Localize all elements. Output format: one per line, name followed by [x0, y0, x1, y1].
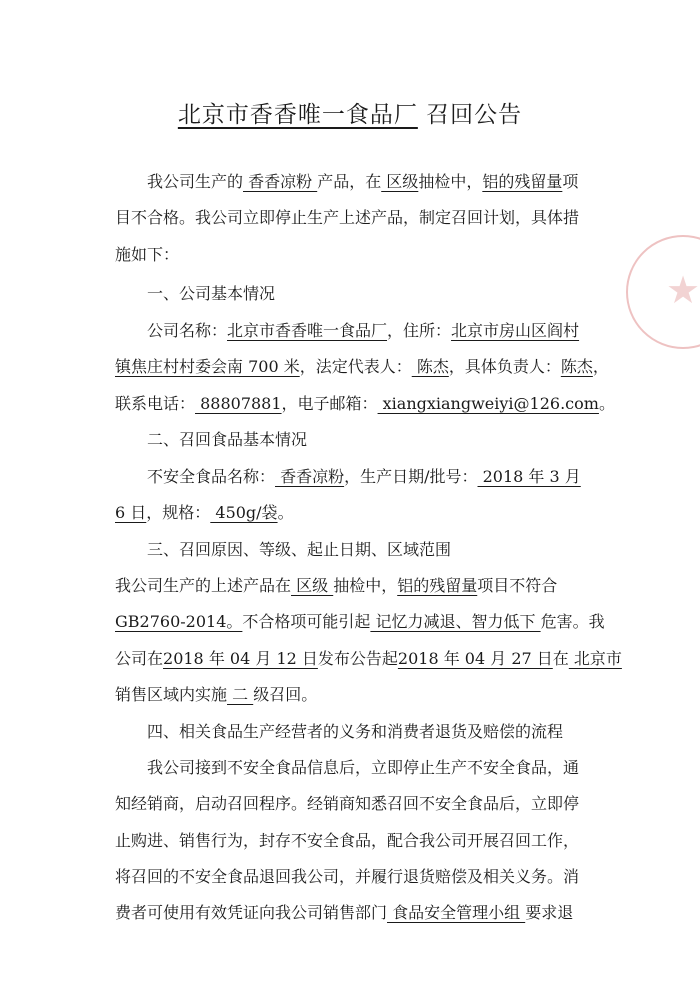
intro-text: 抽检中， — [418, 172, 483, 191]
text: 级召回。 — [253, 685, 318, 704]
text: 销售区域内实施 — [115, 685, 228, 704]
harm: 记忆力减退、智力低下 — [370, 612, 541, 631]
production-date: 2018 年 3 月 — [477, 467, 581, 486]
duty-line-2: 知经销商，启动召回程序。经销商知悉召回不安全食品后，立即停 — [115, 794, 580, 813]
title-suffix: 召回公告 — [417, 102, 523, 128]
text: 不合格项可能引起 — [242, 612, 371, 631]
duty-line-3: 止购进、销售行为，封存不安全食品，配合我公司开展召回工作， — [115, 831, 580, 850]
department: 食品安全管理小组 — [387, 903, 526, 922]
label: ，具体负责人： — [448, 357, 561, 376]
intro-line-3: 施如下： — [115, 245, 180, 264]
section-1-heading: 一、公司基本情况 — [147, 284, 276, 303]
end-date: 2018 年 04 月 27 日 — [397, 649, 553, 668]
text: 在 — [552, 649, 569, 668]
intro-text: 我公司生产的 — [147, 172, 244, 191]
company-line — [147, 320, 647, 342]
reason-line-2 — [115, 611, 615, 633]
title-company: 北京市香香唯一食品厂 — [177, 102, 418, 128]
label: 公司名称： — [147, 321, 228, 340]
address: 北京市房山区阎村 — [451, 321, 580, 340]
reason-line-1 — [115, 575, 615, 597]
inspection-level: 区级 — [381, 172, 419, 191]
product-name: 香香凉粉 — [243, 172, 318, 191]
text: 要求退 — [525, 903, 574, 922]
text: 公司在 — [115, 649, 164, 668]
label: ，规格： — [146, 503, 211, 522]
recall-grade: 二 — [227, 685, 254, 704]
failed-item: 铝的残留量 — [397, 576, 478, 595]
label: 。 — [277, 503, 294, 522]
inspection-level: 区级 — [291, 576, 334, 595]
label: 联系电话： — [115, 394, 196, 413]
specification: 450g/袋 — [210, 503, 278, 522]
text: 费者可使用有效凭证向我公司销售部门 — [115, 903, 388, 922]
start-date: 2018 年 04 月 12 日 — [163, 649, 318, 668]
address-line — [115, 356, 615, 378]
label: ，生产日期/批号： — [344, 467, 478, 486]
intro-line-2: 目不合格。我公司立即停止生产上述产品，制定召回计划，具体措 — [115, 208, 580, 227]
text: 项目不符合 — [477, 576, 558, 595]
label: ，法定代表人： — [299, 357, 412, 376]
food-name-line — [147, 466, 647, 488]
intro-text: 项 — [562, 172, 579, 191]
text: 抽检中， — [333, 576, 398, 595]
duty-line-4: 将召回的不安全食品退回我公司，并履行退货赔偿及相关义务。消 — [115, 867, 580, 886]
label: ，电子邮箱： — [281, 394, 378, 413]
intro-text: 产品，在 — [317, 172, 382, 191]
section-3-heading: 三、召回原因、等级、起止日期、区域范围 — [147, 540, 452, 559]
label: ，住所： — [387, 321, 452, 340]
address: 镇焦庄村村委会南 700 米 — [115, 357, 300, 376]
phone-number: 88807881 — [195, 394, 282, 413]
email-address: xiangxiangweiyi@126.com — [377, 394, 599, 413]
region: 北京市 — [568, 649, 622, 668]
duty-line-1: 我公司接到不安全食品信息后，立即停止生产不安全食品，通 — [147, 758, 580, 777]
reason-line-4 — [115, 684, 615, 706]
notice-title — [0, 96, 700, 129]
label: 不安全食品名称： — [147, 467, 276, 486]
label: ， — [592, 357, 609, 376]
responsible-person: 陈杰 — [560, 357, 593, 376]
intro-line-1 — [147, 171, 647, 193]
section-4-heading: 四、相关食品生产经营者的义务和消费者退货及赔偿的流程 — [147, 722, 564, 741]
food-name: 香香凉粉 — [275, 467, 345, 486]
text: 我公司生产的上述产品在 — [115, 576, 292, 595]
standard: GB2760-2014。 — [115, 612, 243, 631]
contact-line — [115, 393, 615, 415]
label: 。 — [598, 394, 615, 413]
section-2-heading: 二、召回食品基本情况 — [147, 430, 308, 449]
text: 发布公告起 — [317, 649, 398, 668]
text: 危害。我 — [540, 612, 605, 631]
production-date: 6 日 — [115, 503, 147, 522]
failed-item: 铝的残留量 — [482, 172, 563, 191]
duty-line-5 — [115, 902, 615, 924]
legal-representative: 陈杰 — [411, 357, 449, 376]
company-name: 北京市香香唯一食品厂 — [227, 321, 388, 340]
spec-line — [115, 502, 615, 524]
reason-line-3 — [115, 648, 622, 670]
